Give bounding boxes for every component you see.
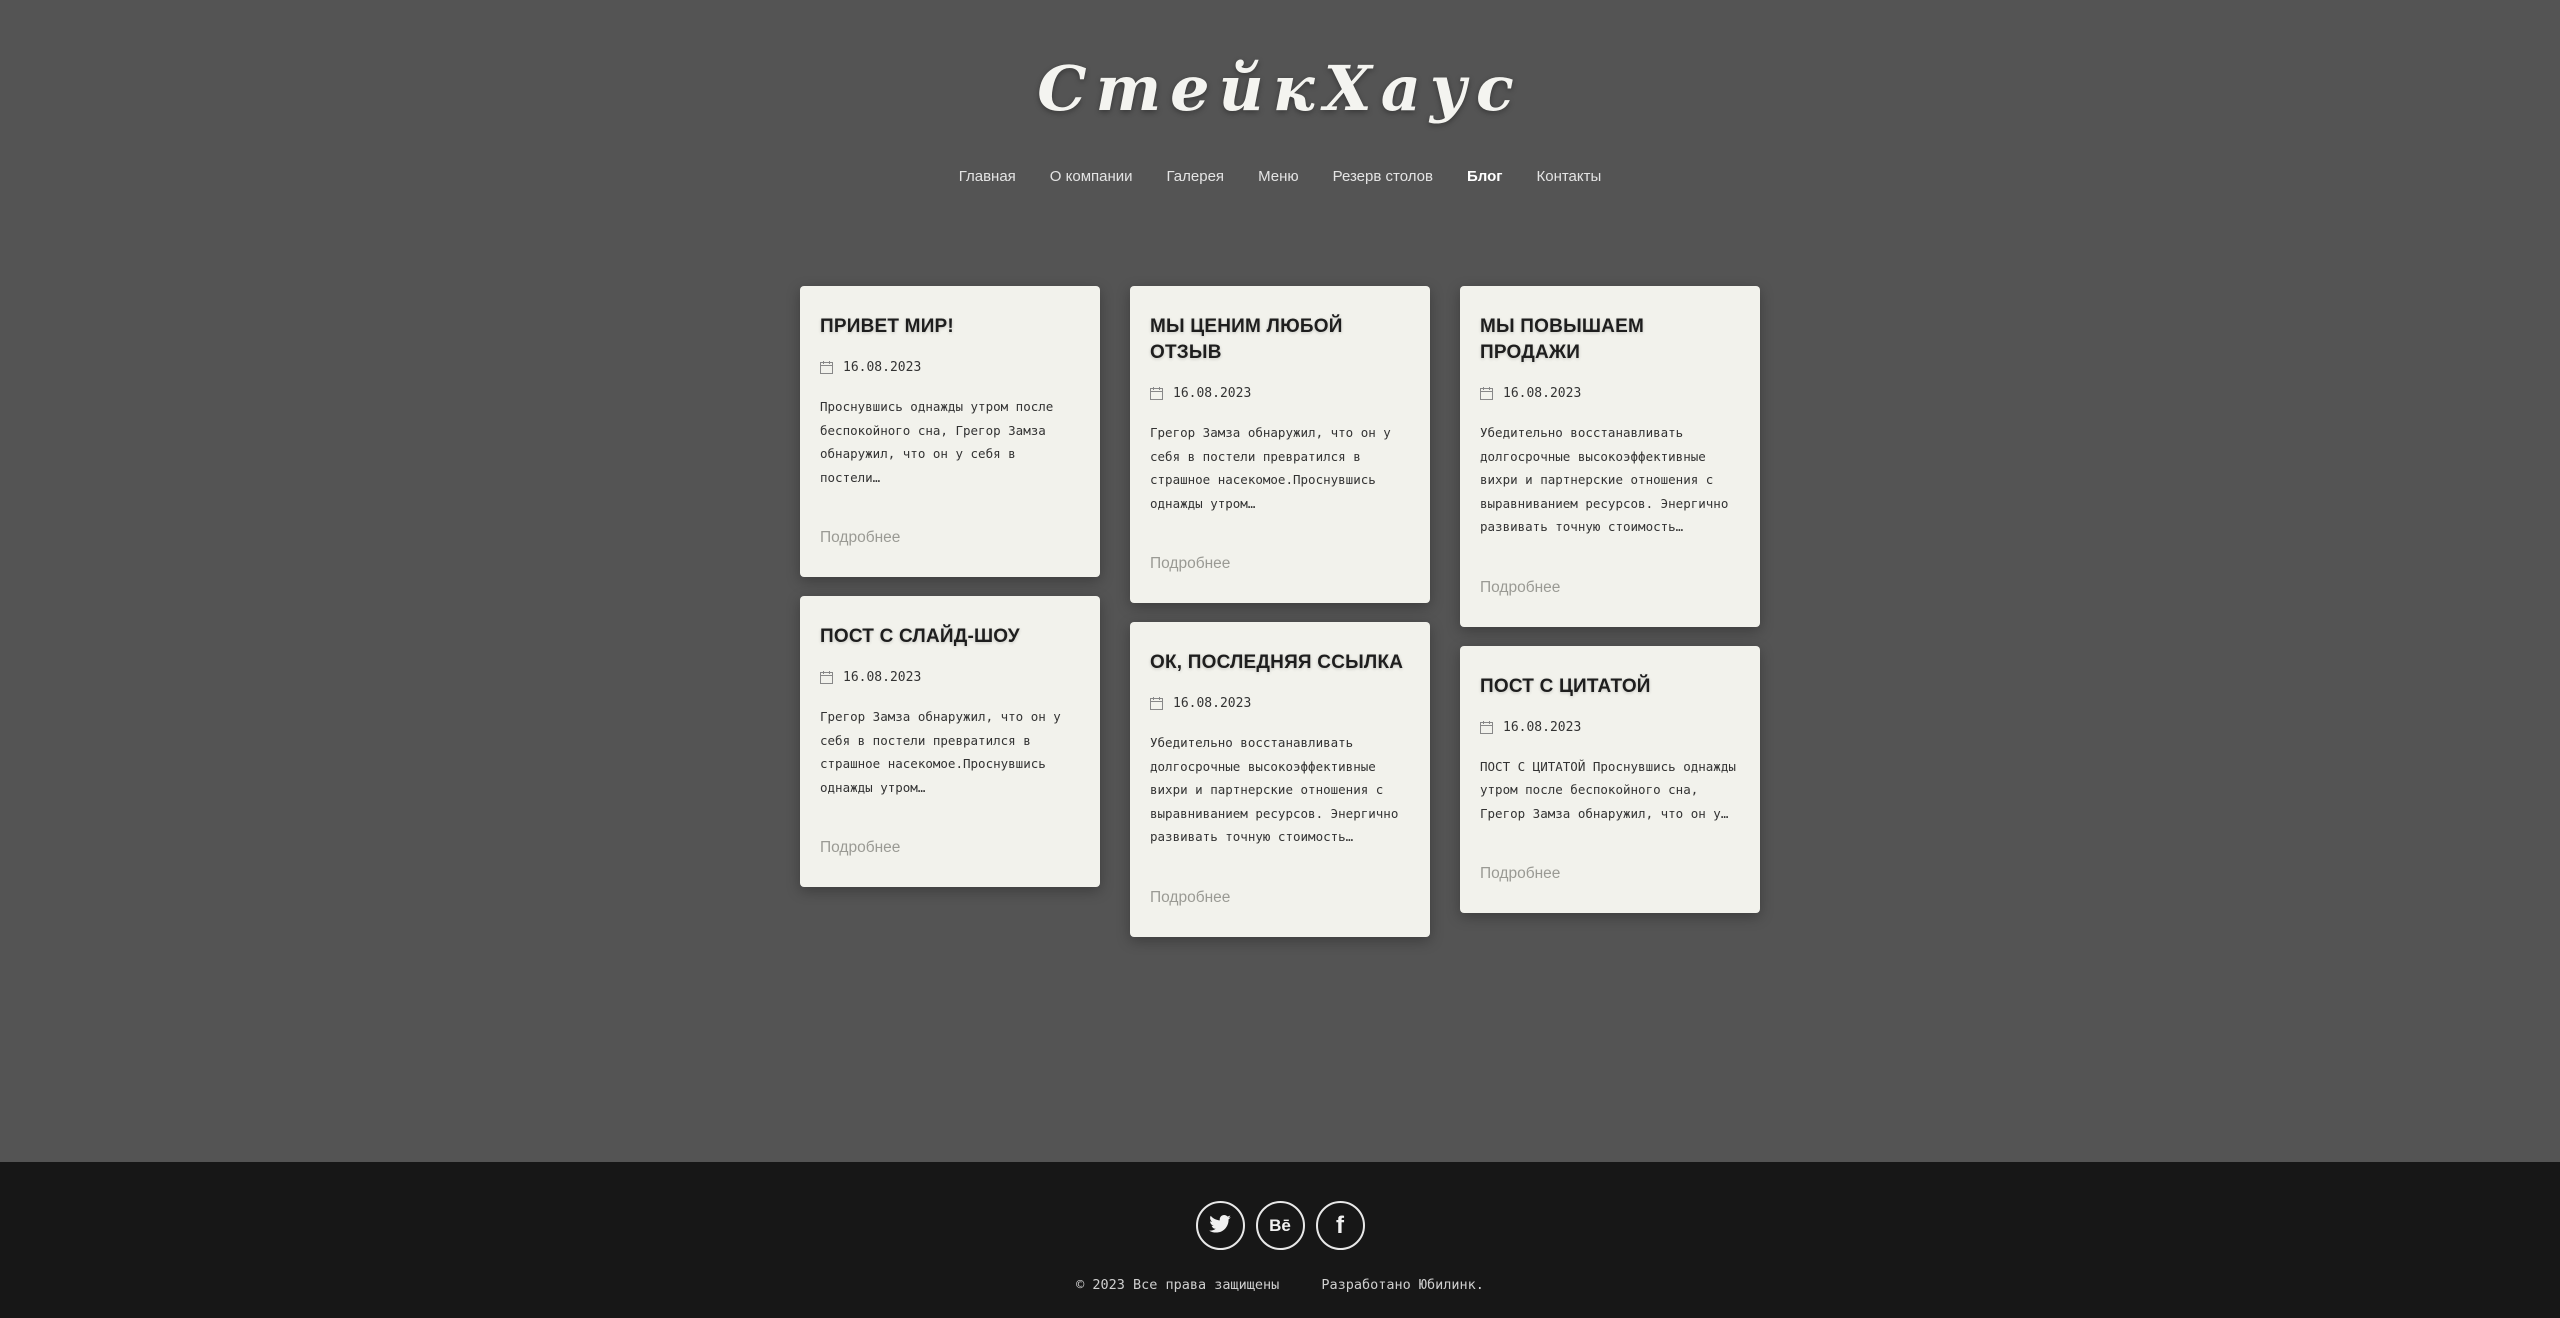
- post-title[interactable]: ОК, ПОСЛЕДНЯЯ ССЫЛКА: [1150, 652, 1404, 673]
- nav-item-menu[interactable]: Меню: [1258, 168, 1299, 185]
- blog-posts-grid: [800, 286, 1760, 936]
- post-date: [820, 360, 1080, 375]
- post-date: [1480, 386, 1740, 401]
- calendar-icon: [1480, 387, 1493, 400]
- post-excerpt: Грегор Замза обнаружил, что он у себя в постели превратился в страшное насекомое.Проснувшись однажды утром…: [820, 709, 1061, 795]
- posts-column: [1460, 286, 1760, 932]
- posts-column: [800, 286, 1100, 906]
- post-excerpt: ПОСТ С ЦИТАТОЙ Проснувшись однажды утром после беспокойного сна, Грегор Замза обнаружил, что он у…: [1480, 758, 1736, 821]
- post-date-text: 16.08.2023: [1503, 719, 1582, 735]
- developer-credit-link[interactable]: Разработано Юбилинк.: [1321, 1277, 1484, 1293]
- nav-item-gallery[interactable]: Галерея: [1166, 168, 1225, 185]
- nav-item-home[interactable]: Главная: [958, 168, 1016, 185]
- read-more-link[interactable]: Подробнее: [1480, 578, 1561, 596]
- post-date: [820, 670, 1080, 685]
- post-date: [1150, 386, 1410, 401]
- facebook-icon: f: [1336, 1211, 1344, 1239]
- post-excerpt: Убедительно восстанавливать долгосрочные высокоэффективные вихри и партнерские отношения с выравниванием ресурсов. Энергично развивать точную стоимость…: [1150, 735, 1399, 844]
- post-card: [1460, 646, 1760, 914]
- behance-icon: Bē: [1269, 1215, 1291, 1235]
- calendar-icon: [820, 361, 833, 374]
- footer-bottom-line: [0, 1277, 2560, 1293]
- post-title[interactable]: ПРИВЕТ МИР!: [820, 316, 954, 337]
- post-card: [1130, 286, 1430, 603]
- post-excerpt: Проснувшись однажды утром после беспокойного сна, Грегор Замза обнаружил, что он у себя в постели…: [820, 399, 1054, 485]
- post-date: [1480, 720, 1740, 735]
- social-links: [0, 1201, 2560, 1250]
- post-card: [800, 286, 1100, 577]
- nav-item-contacts[interactable]: Контакты: [1536, 168, 1602, 185]
- nav-item-blog[interactable]: Блог: [1466, 168, 1503, 185]
- post-title[interactable]: МЫ ПОВЫШАЕМ ПРОДАЖИ: [1480, 316, 1644, 363]
- post-card: [800, 596, 1100, 887]
- behance-button[interactable]: [1256, 1201, 1305, 1250]
- post-title[interactable]: МЫ ЦЕНИМ ЛЮБОЙ ОТЗЫВ: [1150, 316, 1343, 363]
- post-date-text: 16.08.2023: [843, 360, 922, 375]
- twitter-button[interactable]: [1196, 1201, 1245, 1250]
- post-excerpt: Убедительно восстанавливать долгосрочные высокоэффективные вихри и партнерские отношения с выравниванием ресурсов. Энергично развивать точную стоимость…: [1480, 425, 1729, 534]
- site-logo[interactable]: СтейкХаус: [1037, 52, 1523, 125]
- calendar-icon: [820, 671, 833, 684]
- read-more-link[interactable]: Подробнее: [820, 839, 901, 856]
- read-more-link[interactable]: Подробнее: [1480, 865, 1561, 882]
- nav-item-about[interactable]: О компании: [1049, 168, 1133, 185]
- twitter-icon: [1209, 1215, 1231, 1237]
- site-header: [0, 0, 2560, 230]
- main-nav: [0, 165, 2560, 189]
- facebook-button[interactable]: [1316, 1201, 1365, 1250]
- post-date-text: 16.08.2023: [843, 670, 922, 685]
- post-date-text: 16.08.2023: [1173, 386, 1252, 401]
- post-title[interactable]: ПОСТ С ЦИТАТОЙ: [1480, 675, 1651, 697]
- read-more-link[interactable]: Подробнее: [1150, 555, 1231, 572]
- post-date: [1150, 696, 1410, 711]
- post-date-text: 16.08.2023: [1503, 386, 1582, 401]
- post-title[interactable]: ПОСТ С СЛАЙД-ШОУ: [820, 626, 1020, 647]
- copyright-text: © 2023 Все права защищены: [1076, 1277, 1280, 1293]
- post-excerpt: Грегор Замза обнаружил, что он у себя в постели превратился в страшное насекомое.Проснувшись однажды утром…: [1150, 425, 1391, 511]
- post-date-text: 16.08.2023: [1173, 696, 1252, 711]
- post-card: [1130, 622, 1430, 937]
- nav-item-reservation[interactable]: Резерв столов: [1332, 168, 1433, 185]
- posts-column: [1130, 286, 1430, 956]
- read-more-link[interactable]: Подробнее: [1150, 888, 1231, 906]
- read-more-link[interactable]: Подробнее: [820, 529, 901, 546]
- calendar-icon: [1150, 697, 1163, 710]
- site-footer: [0, 1162, 2560, 1318]
- calendar-icon: [1150, 387, 1163, 400]
- post-card: [1460, 286, 1760, 627]
- calendar-icon: [1480, 721, 1493, 734]
